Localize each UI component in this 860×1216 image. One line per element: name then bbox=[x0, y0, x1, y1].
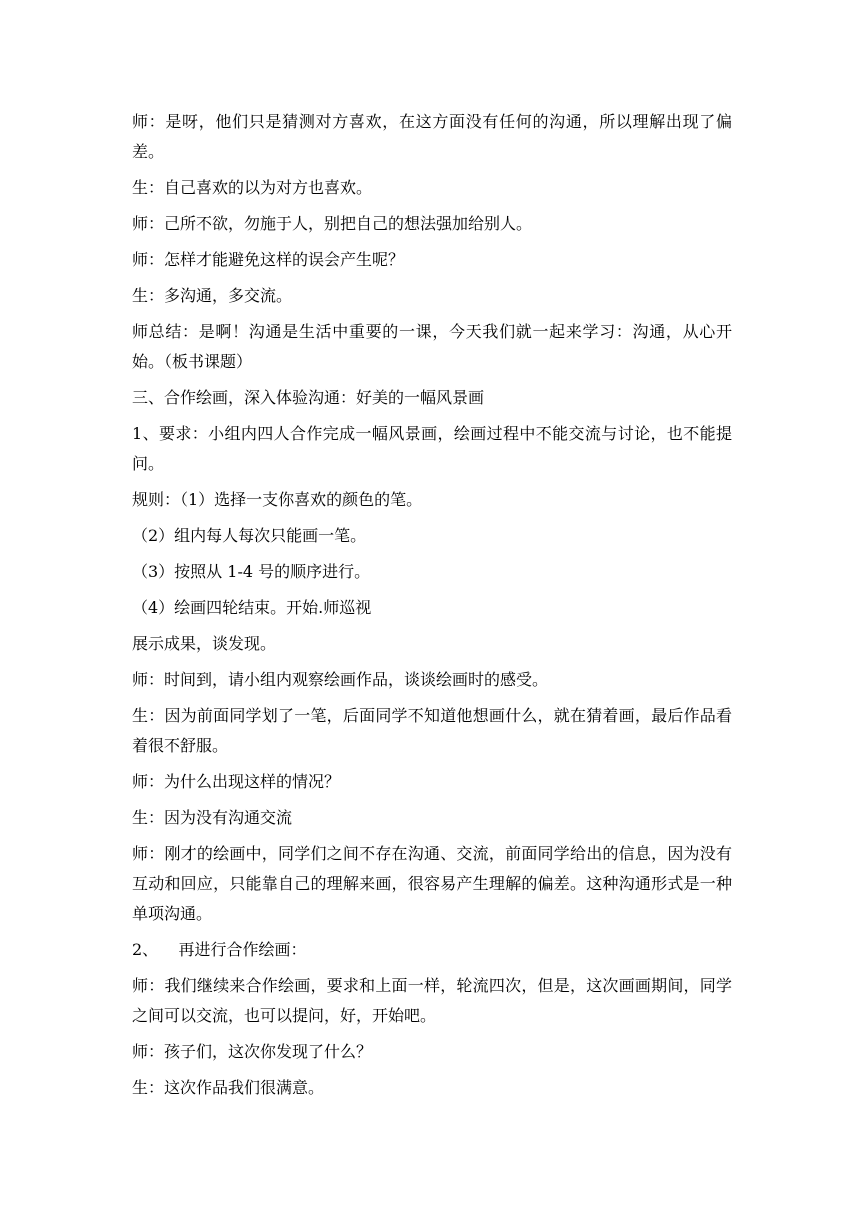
paragraph: 师：怎样才能避免这样的误会产生呢？ bbox=[132, 250, 405, 269]
paragraph: 师：己所不欲，勿施于人，别把自己的想法强加给别人。 bbox=[132, 214, 533, 233]
paragraph: 师总结：是啊！沟通是生活中重要的一课，今天我们就一起来学习：沟通，从心开始。（板书课题） bbox=[132, 322, 732, 371]
paragraph: 生：多沟通，多交流。 bbox=[132, 286, 293, 305]
rule-item: （2）组内每人每次只能画一笔。 bbox=[132, 526, 367, 545]
paragraph: 展示成果，谈发现。 bbox=[132, 634, 277, 653]
paragraph: 师：时间到，请小组内观察绘画作品，谈谈绘画时的感受。 bbox=[132, 670, 549, 689]
paragraph: 师：我们继续来合作绘画，要求和上面一样，轮流四次，但是，这次画画期间，同学之间可以交流，也可以提问，好，开始吧。 bbox=[132, 976, 732, 1025]
paragraph: 生：因为前面同学划了一笔，后面同学不知道他想画什么，就在猜着画，最后作品看着很不舒服。 bbox=[132, 706, 732, 755]
paragraph: 师：刚才的绘画中，同学们之间不存在沟通、交流，前面同学给出的信息，因为没有互动和回应，只能靠自己的理解来画，很容易产生理解的偏差。这种沟通形式是一种单项沟通。 bbox=[132, 844, 732, 923]
paragraph: 师：为什么出现这样的情况？ bbox=[132, 772, 341, 791]
paragraph: 生：因为没有沟通交流 bbox=[132, 808, 293, 827]
rule-item: （4）绘画四轮结束。开始.师巡视 bbox=[132, 598, 372, 617]
rule-item: （3）按照从 1-4 号的顺序进行。 bbox=[132, 562, 371, 581]
subsection-heading: 2、 再进行合作绘画： bbox=[132, 940, 307, 959]
paragraph: 生：自己喜欢的以为对方也喜欢。 bbox=[132, 178, 373, 197]
document-body bbox=[132, 107, 732, 1109]
paragraph: 1、要求：小组内四人合作完成一幅风景画，绘画过程中不能交流与讨论，也不能提问。 bbox=[132, 424, 732, 473]
section-heading: 三、合作绘画，深入体验沟通：好美的一幅风景画 bbox=[132, 388, 485, 407]
rule-item: 规则：（1）选择一支你喜欢的颜色的笔。 bbox=[132, 490, 423, 509]
paragraph: 生：这次作品我们很满意。 bbox=[132, 1078, 325, 1097]
paragraph: 师：孩子们，这次你发现了什么？ bbox=[132, 1042, 373, 1061]
paragraph: 师：是呀，他们只是猜测对方喜欢，在这方面没有任何的沟通，所以理解出现了偏差。 bbox=[132, 112, 732, 161]
